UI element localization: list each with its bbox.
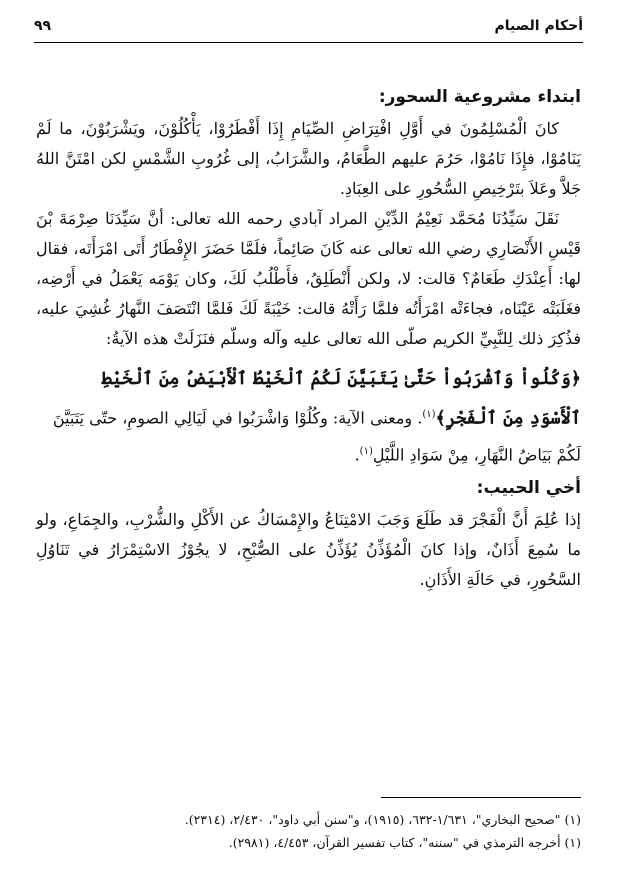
verse-meaning: . ومعنى الآية: وكُلُوْا وَاشْرَبُوا في لَيَالِي الصومِ، حتّى يَتَبَيَّنَ لَكُمْ بَيَاضُ النَّهَارِ، مِنْ سَوَادِ اللَّيْلِ — [52, 408, 581, 465]
book-title: أحكام الصيام — [494, 18, 583, 34]
footnote-separator — [381, 797, 581, 798]
main-content — [36, 84, 581, 595]
footnote-marker: (١) — [422, 409, 436, 420]
section-heading-suhoor: ابتداء مشروعية السحور: — [378, 87, 581, 107]
paragraph-intro: كانَ الْمُسْلِمُونَ في أَوَّلِ افْتِرَاضِ الصِّيَامِ إِذَا أَفْطَرُوْا، يَأْكُلُوْنَ، ويَشْرَبُوْنَ، ما لَمْ يَنَامُوْا، فإِذَا نَامُوْا، حَرُمَ عليهم الطَّعَامُ، والشَّرَابُ، إلى غُرُوبِ الشَّمْسِ لكن امْتَنَّ اللهُ جَلاَّ وعَلاَ بتَرْخِيصِ السُّحُورِ على العِبَادِ. — [36, 119, 581, 198]
section-heading-brother: أخي الحبيب: — [476, 477, 581, 498]
footnotes — [36, 808, 581, 854]
quran-verse-end: ٱلْأَسْوَدِ مِنَ ٱلْفَجْرِ﴾ — [435, 408, 581, 429]
paragraph-narration: نَقَلَ سَيِّدُنَا مُحَمَّد نَعِيْمُ الدِّيْنِ المراد آبادي رحمه الله تعالى: أنَّ سَيِّدَنَا صِرْمَةَ بْنَ قَيْسِ الأَنْصَارِي رضي الله تعالى عنه كَانَ صَائِماً، فلَمَّا حَضَرَ الإِفْطَارُ أَتَى امْرَأَتَه، فقال لها: أَعِنْدَكِ طَعَامٌ؟ قالت: لا، ولكن أَنْطَلِقُ، فأَطْلُبُ لَكَ، وكان يَوْمَه يَعْمَلُ في أَرْضِه، فغَلَبَتْه عَيْنَاه، فجاءَتْه امْرَأَتُه فلمَّا رَأَتْهُ قالت: خَيْبَةً لَكَ فَلمَّا انْتَصَفَ النَّهارُ غُشِيَ عليه، فذُكِرَ ذلك لِلنَّبِيِّ الكريم صلّى الله تعالى عليه وآله وسلّم فنَزَلَتْ هذه الآيةُ: — [36, 209, 582, 348]
verse-continuation — [36, 398, 581, 473]
footnote-marker: (١) — [359, 446, 373, 458]
quran-verse: ﴿وَكُلُواْ وَٱشْرَبُواْ حَتَّىٰ يَتَبَيَّنَ لَكُمُ ٱلْخَيْطُ ٱلْأَبْيَضُ مِنَ ٱلْخَيْطِ — [101, 369, 581, 389]
sentence-end: . — [354, 445, 360, 465]
footnote-2: (١) أخرجه الترمذي في "سننه"، كتاب تفسير القرآن، ٤/٤٥٣، (٢٩٨١). — [228, 835, 581, 850]
paragraph-ruling: إذا عُلِمَ أَنَّ الْفَجْرَ قد طَلَعَ وَجَبَ الامْتِنَاعُ والإِمْسَاكُ عن الأَكْلِ والشُّرْبِ، والجِمَاعِ، ولو ما سُمِعَ أَذَانٌ، وإذا كانَ الْمُؤَذِّنُ يُؤَذِّنُ على الصُّبْحِ، لا يجُوْزُ الاسْتِمْرَارُ في تَنَاوُلِ السَّحُورِ، في حَالَةِ الأَذَانِ. — [36, 509, 582, 589]
footnote-1: (١) "صحيح البخاري"، ١/٦٣١-٦٣٢، (١٩١٥)، و"سنن أبي داود"، ٢/٤٣٠، (٢٣١٤). — [184, 812, 581, 827]
page-number: ٩٩ — [34, 18, 52, 34]
running-header — [34, 14, 583, 43]
